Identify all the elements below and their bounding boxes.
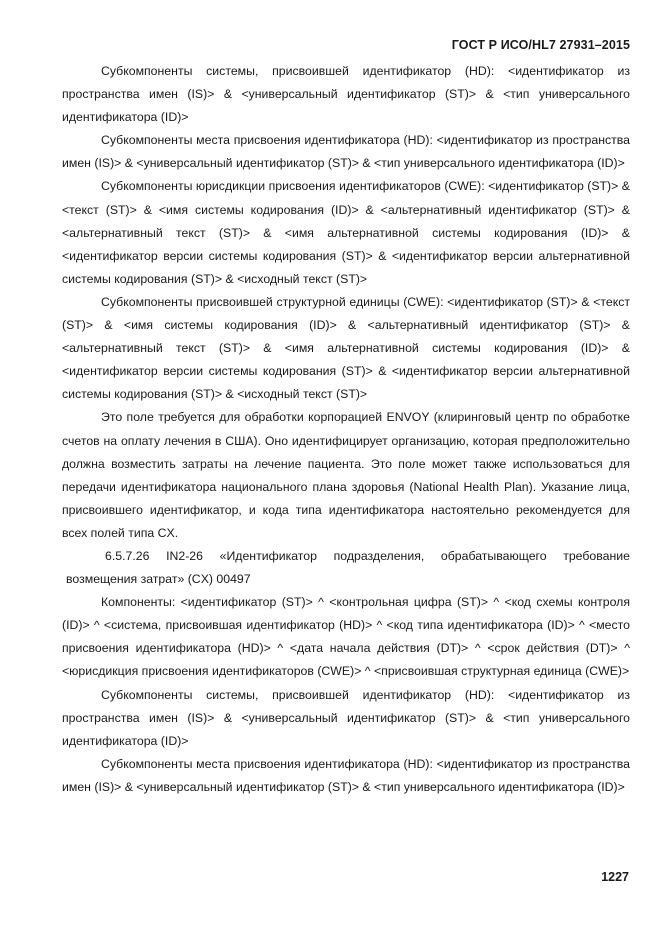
paragraph-subcomponents-assigning-jurisdiction: Субкомпоненты юрисдикции присвоения идентификаторов (CWE): <идентификатор (ST)> & <текст (ST)> & <имя системы кодирования (ID)> & <альтернативный идентификатор (ST)> & <альтернативный текст (ST)> & <имя альтернативной системы кодирования (ID)> & <идентификатор версии системы кодирования (ST)> & <идентификатор версии альтернативной системы кодирования (ST)> & <исходный текст (ST)> bbox=[62, 179, 630, 286]
section-heading: 6.5.7.26 IN2-26 «Идентификатор подразделения, обрабатывающего требование возмещения затрат» (CX) 00497 bbox=[66, 548, 630, 587]
document-code-header: ГОСТ Р ИСО/HL7 27931–2015 bbox=[451, 38, 630, 52]
page-number: 1227 bbox=[601, 870, 629, 884]
paragraph-subcomponents-assigning-facility-2: Субкомпоненты места присвоения идентификатора (HD): <идентификатор из пространства имен (IS)> & <универсальный идентификатор (ST)> & <тип универсального идентификатора (ID)> bbox=[62, 756, 630, 794]
paragraph-components: Компоненты: <идентификатор (ST)> ^ <контрольная цифра (ST)> ^ <код схемы контроля (ID)> ^ <система, присвоившая идентификатор (HD)> ^ <код типа идентификатора (ID)> ^ <место присвоения идентификатора (HD)> ^ <дата начала действия (DT)> ^ <срок действия (DT)> ^ <юрисдикция присвоения идентификаторов (CWE)> ^ <присвоившая структурная единица (CWE)> bbox=[62, 595, 630, 679]
paragraph-subcomponents-assigning-facility: Субкомпоненты места присвоения идентификатора (HD): <идентификатор из пространства имен (IS)> & <универсальный идентификатор (ST)> & <тип универсального идентификатора (ID)> bbox=[62, 133, 630, 171]
paragraph-subcomponents-assigning-agency: Субкомпоненты присвоившей структурной единицы (CWE): <идентификатор (ST)> & <текст (ST)> & <имя системы кодирования (ID)> & <альтернативный идентификатор (ST)> & <альтернативный текст (ST)> & <имя альтернативной системы кодирования (ID)> & <идентификатор версии системы кодирования (ST)> & <идентификатор версии альтернативной системы кодирования (ST)> & <исходный текст (ST)> bbox=[62, 294, 630, 402]
paragraph-subcomponents-assigning-authority: Субкомпоненты системы, присвоившей идентификатор (HD): <идентификатор из пространства имен (IS)> & <универсальный идентификатор (ST)> & <тип универсального идентификатора (ID)> bbox=[62, 64, 630, 125]
page-body bbox=[62, 60, 630, 799]
paragraph-envoy-description: Это поле требуется для обработки корпорацией ENVOY (клиринговый центр по обработке счетов на оплату лечения в США). Оно идентифицирует организацию, которая предположительно должна возместить затраты на лечение пациента. Это поле может также использоваться для передачи идентификатора национального плана здоровья (National Health Plan). Указание лица, присвоившего идентификатор, и кода типа идентификатора настоятельно рекомендуется для всех полей типа CX. bbox=[62, 410, 630, 540]
paragraph-subcomponents-assigning-authority-2: Субкомпоненты системы, присвоившей идентификатор (HD): <идентификатор из пространства имен (IS)> & <универсальный идентификатор (ST)> & <тип универсального идентификатора (ID)> bbox=[62, 687, 630, 748]
